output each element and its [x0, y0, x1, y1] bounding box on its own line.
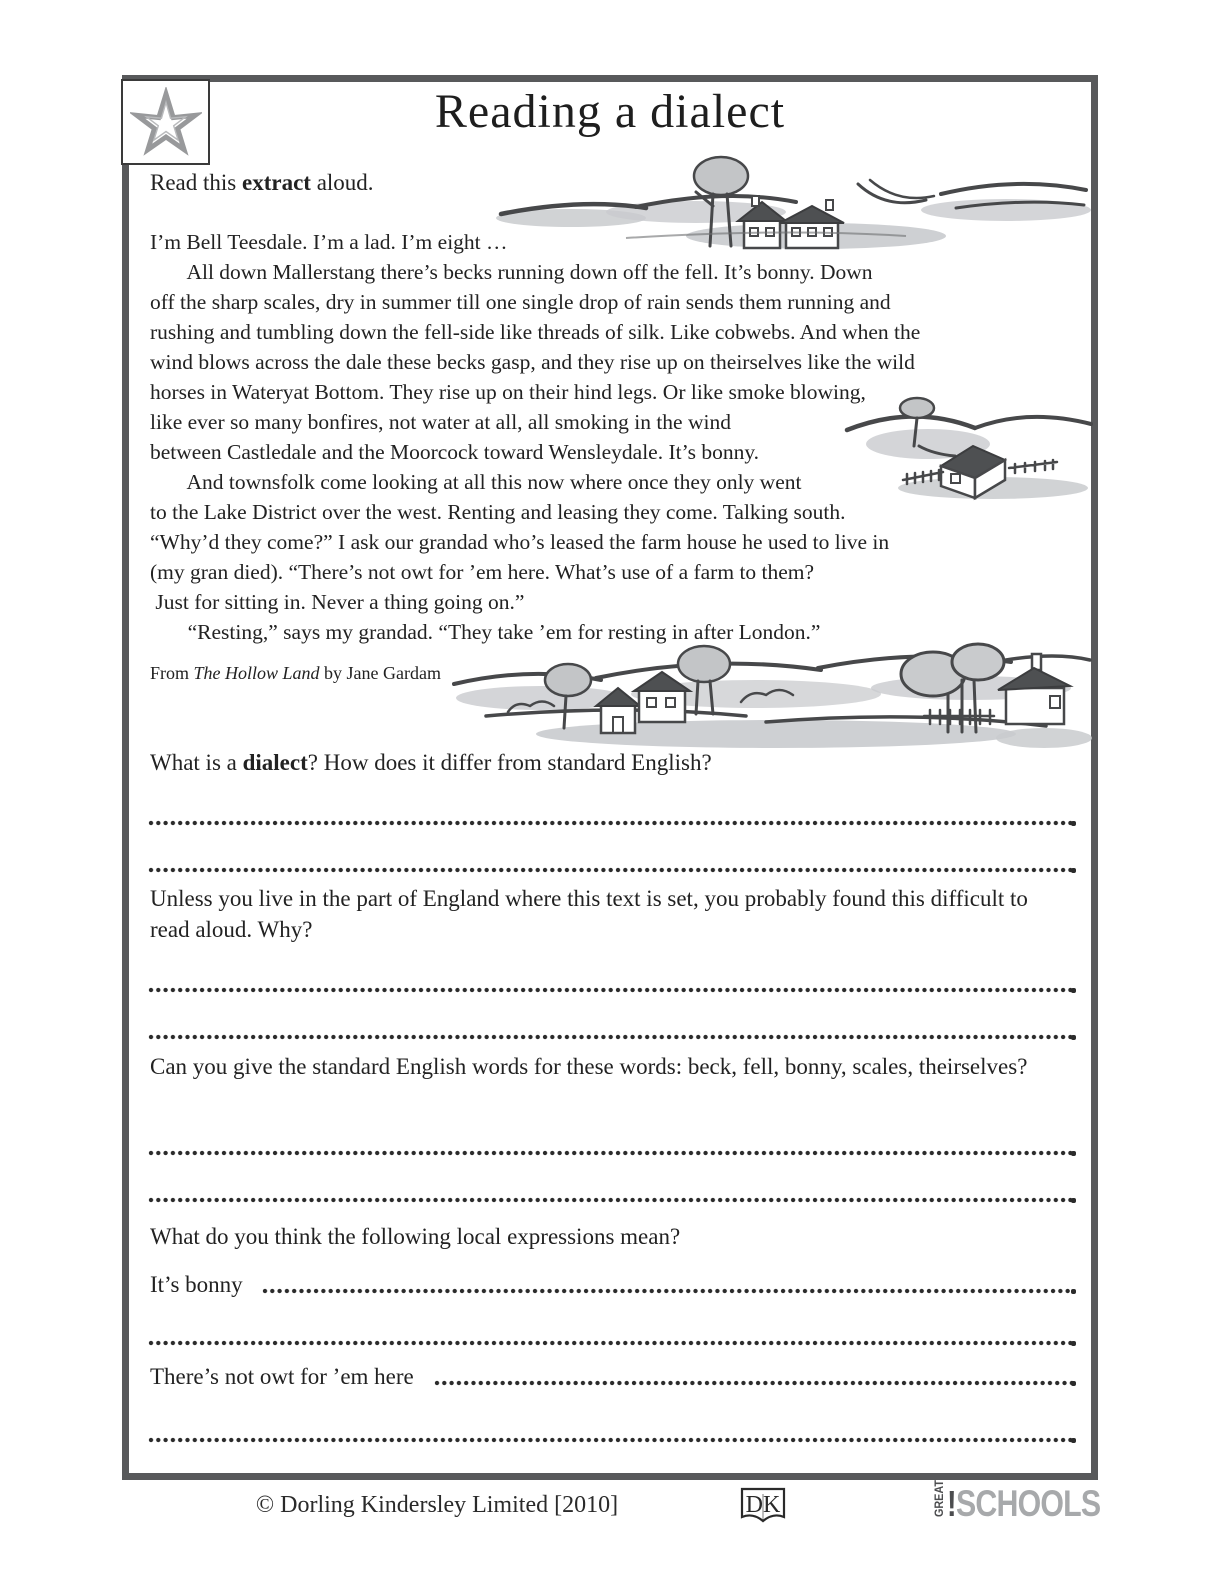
question-4: What do you think the following local expressions mean? — [150, 1224, 681, 1249]
star-badge — [121, 79, 210, 165]
passage-line: like ever so many bonfires, not water at all, all smoking in the wind — [150, 410, 731, 434]
passage-line: “Why’d they come?” I ask our grandad who’s leased the farm house he used to live in — [150, 530, 890, 554]
answer-line — [434, 1380, 1074, 1386]
question-1-bold-word: dialect — [242, 750, 308, 775]
expression-2-label: There’s not owt for ’em here — [150, 1364, 420, 1389]
passage-line: between Castledale and the Moorcock toward Wensleydale. It’s bonny. — [150, 440, 760, 464]
instruction-post: aloud. — [310, 170, 374, 195]
passage-line: wind blows across the dale these becks gasp, and they rise up on theirselves like the wild — [150, 350, 915, 374]
greatschools-logo — [932, 1479, 1132, 1525]
source-attribution — [150, 663, 441, 684]
passage-line: to the Lake District over the west. Renting and leasing they come. Talking south. — [150, 500, 846, 524]
star-icon — [130, 87, 202, 157]
passage-line: And townsfolk come looking at all this now where once they only went — [150, 470, 802, 494]
greatschools-logo-bang: ! — [947, 1483, 955, 1525]
greatschools-logo-great: GREAT — [932, 1479, 946, 1517]
expression-1-label: It’s bonny — [150, 1272, 249, 1297]
question-2: Unless you live in the part of England where this text is set, you probably found this difficult to read aloud. Why? — [150, 886, 1028, 942]
answer-line — [148, 1034, 1074, 1040]
answer-line — [148, 1197, 1074, 1203]
instruction-pre: Read this — [150, 170, 242, 195]
dk-book-logo-icon — [738, 1486, 788, 1528]
greatschools-logo-schools: SCHOOLS — [956, 1482, 1101, 1524]
expression-row-2 — [150, 1364, 1074, 1390]
question-1-pre: What is a — [150, 750, 243, 775]
answer-line — [148, 987, 1074, 993]
book-title: The Hollow Land — [193, 663, 320, 683]
answer-line — [148, 867, 1074, 873]
attribution-author: by Jane Gardam — [319, 663, 442, 683]
copyright-text: © Dorling Kindersley Limited [2010] — [255, 1492, 619, 1518]
question-1 — [150, 748, 1055, 779]
answer-line — [148, 1150, 1074, 1156]
passage-line: off the sharp scales, dry in summer till one single drop of rain sends them running and — [150, 290, 891, 314]
page-title: Reading a dialect — [434, 85, 786, 138]
passage-line: I’m Bell Teesdale. I’m a lad. I’m eight … — [150, 230, 508, 254]
instruction-text — [150, 170, 374, 196]
answer-line — [148, 1437, 1074, 1443]
answer-line — [148, 820, 1074, 826]
passage-line: (my gran died). “There’s not owt for ’em here. What’s use of a farm to them? — [150, 560, 815, 584]
passage-line: rushing and tumbling down the fell-side like threads of silk. Like cobwebs. And when the — [150, 320, 921, 344]
passage-line: Just for sitting in. Never a thing going on.” — [150, 590, 525, 614]
dk-logo-letters: DK — [745, 1492, 781, 1518]
question-1-post: ? How does it differ from standard English? — [307, 750, 712, 775]
expression-row-1 — [150, 1272, 1074, 1298]
passage-line: “Resting,” says my grandad. “They take ’em for resting in after London.” — [150, 620, 821, 644]
dialect-passage — [150, 227, 920, 647]
passage-line: All down Mallerstang there’s becks running down off the fell. It’s bonny. Down — [150, 260, 873, 284]
instruction-bold-word: extract — [242, 170, 311, 195]
attribution-pre: From — [150, 663, 194, 683]
passage-line: horses in Wateryat Bottom. They rise up on their hind legs. Or like smoke blowing, — [150, 380, 866, 404]
answer-line — [148, 1340, 1074, 1346]
hills-village-illustration-bottom — [446, 636, 1094, 756]
question-3: Can you give the standard English words for these words: beck, fell, bonny, scales, theirselves? — [150, 1054, 1028, 1079]
answer-line — [262, 1288, 1074, 1294]
